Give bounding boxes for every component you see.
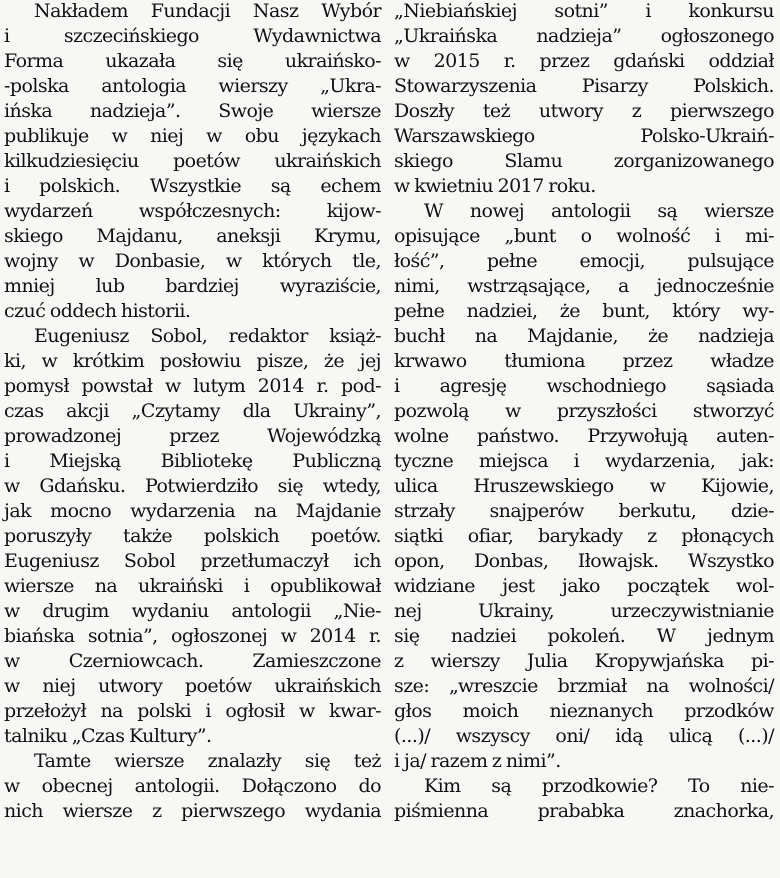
- text-line: biańska sotnia”, ogłoszonej w 2014 r.: [4, 625, 381, 647]
- text-line: ińska nadzieja”. Swoje wiersze: [4, 100, 381, 122]
- left-column: [4, 0, 381, 878]
- text-line: buchł na Majdanie, że nadzieja: [394, 325, 774, 347]
- text-line: Stowarzyszenia Pisarzy Polskich.: [394, 75, 774, 97]
- text-line: i agresję wschodniego sąsiada: [394, 375, 774, 397]
- text-line: przełożył na polski i ogłosił w kwar-: [4, 700, 381, 722]
- text-line: łość”, pełne emocji, pulsujące: [394, 250, 774, 272]
- text-line: tyczne miejsca i wydarzenia, jak:: [394, 450, 774, 472]
- text-line: i Miejską Bibliotekę Publiczną: [4, 450, 381, 472]
- text-line: publikuje w niej w obu językach: [4, 125, 381, 147]
- text-line: (...)/ wszyscy oni/ idą ulicą (...)/: [394, 725, 774, 747]
- text-line: z wierszy Julia Kropywjańska pi-: [394, 650, 774, 672]
- text-line: w Gdańsku. Potwierdziło się wtedy,: [4, 475, 381, 497]
- text-line: w 2015 r. przez gdański oddział: [394, 50, 774, 72]
- text-line: czas akcji „Czytamy dla Ukrainy”,: [4, 400, 381, 422]
- text-line: ulica Hruszewskiego w Kijowie,: [394, 475, 774, 497]
- text-line: wiersze na ukraiński i opublikował: [4, 575, 381, 597]
- text-line: Eugeniusz Sobol przetłumaczył ich: [4, 550, 381, 572]
- text-line: wydarzeń współczesnych: kijow-: [4, 200, 381, 222]
- text-line: opisujące „bunt o wolność i mi-: [394, 225, 774, 247]
- text-line: strzały snajperów berkutu, dzie-: [394, 500, 774, 522]
- text-line: -polska antologia wierszy „Ukra-: [4, 75, 381, 97]
- text-line: Nakładem Fundacji Nasz Wybór: [34, 0, 381, 22]
- text-line: i polskich. Wszystkie są echem: [4, 175, 381, 197]
- text-line: ki, w krótkim posłowiu pisze, że jej: [4, 350, 381, 372]
- text-line: prowadzonej przez Wojewódzką: [4, 425, 381, 447]
- text-line: w Czerniowcach. Zamieszczone: [4, 650, 381, 672]
- text-line: talniku „Czas Kultury”.: [4, 725, 212, 747]
- text-line: poruszyły także polskich poetów.: [4, 525, 381, 547]
- text-line: w drugim wydaniu antologii „Nie-: [4, 600, 381, 622]
- text-line: siątki ofiar, barykady z płonących: [394, 525, 774, 547]
- text-line: sze: „wreszcie brzmiał na wolności/: [394, 675, 774, 697]
- text-line: skiego Slamu zorganizowanego: [394, 150, 774, 172]
- text-line: Forma ukazała się ukraińsko-: [4, 50, 381, 72]
- text-line: pomysł powstał w lutym 2014 r. pod-: [4, 375, 381, 397]
- text-line: głos moich nieznanych przodków: [394, 700, 774, 722]
- text-line: się nadziei pokoleń. W jednym: [394, 625, 774, 647]
- text-line: jak mocno wydarzenia na Majdanie: [4, 500, 381, 522]
- text-line: i ja/ razem z nimi”.: [394, 750, 561, 772]
- text-line: „Ukraińska nadzieja” ogłoszonego: [394, 25, 774, 47]
- text-line: nimi, wstrząsające, a jednocześnie: [394, 275, 774, 297]
- text-line: Tamte wiersze znalazły się też: [34, 750, 381, 772]
- text-line: widziane jest jako początek wol-: [394, 575, 774, 597]
- text-line: kilkudziesięciu poetów ukraińskich: [4, 150, 381, 172]
- text-line: nich wiersze z pierwszego wydania: [4, 800, 381, 822]
- text-line: Kim są przodkowie? To nie-: [424, 775, 774, 797]
- text-line: nej Ukrainy, urzeczywistnianie: [394, 600, 774, 622]
- text-line: pełne nadziei, że bunt, który wy-: [394, 300, 774, 322]
- text-line: „Niebiańskiej sotni” i konkursu: [394, 0, 774, 22]
- text-line: pozwolą w przyszłości stworzyć: [394, 400, 774, 422]
- text-line: wojny w Donbasie, w których tle,: [4, 250, 381, 272]
- text-line: w obecnej antologii. Dołączono do: [4, 775, 381, 797]
- text-line: mniej lub bardziej wyraziście,: [4, 275, 381, 297]
- text-line: w kwietniu 2017 roku.: [394, 175, 596, 197]
- text-line: skiego Majdanu, aneksji Krymu,: [4, 225, 381, 247]
- text-line: Doszły też utwory z pierwszego: [394, 100, 774, 122]
- text-line: Warszawskiego Polsko-Ukraiń-: [394, 125, 774, 147]
- text-line: W nowej antologii są wiersze: [424, 200, 774, 222]
- text-line: piśmienna prababka znachorka,: [394, 800, 774, 822]
- text-line: i szczecińskiego Wydawnictwa: [4, 25, 381, 47]
- text-line: Eugeniusz Sobol, redaktor książ-: [34, 325, 381, 347]
- text-line: w niej utwory poetów ukraińskich: [4, 675, 381, 697]
- text-line: czuć oddech historii.: [4, 300, 191, 322]
- right-column: [394, 0, 774, 878]
- text-line: opon, Donbas, Iłowajsk. Wszystko: [394, 550, 774, 572]
- text-line: krwawo tłumiona przez władze: [394, 350, 774, 372]
- text-line: wolne państwo. Przywołują auten-: [394, 425, 774, 447]
